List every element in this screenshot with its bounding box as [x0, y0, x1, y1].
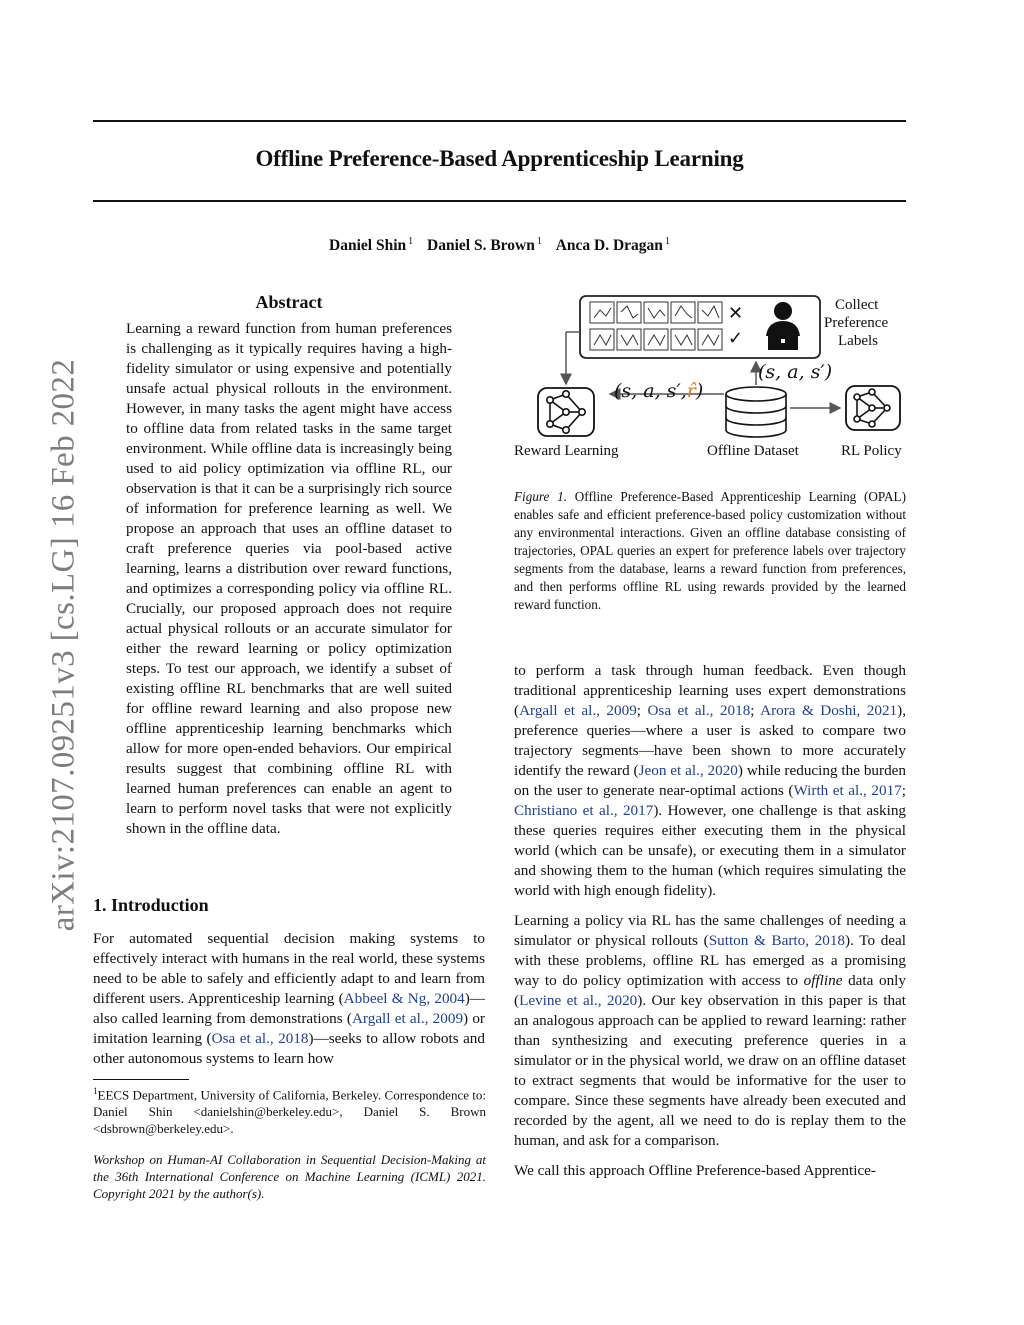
- workshop-note: Workshop on Human-AI Collaboration in Sequential Decision-Making at the 36th International Conference on Machine Learning (ICML) 2021. Copyright 2021 by the author(s).: [93, 1152, 486, 1201]
- abstract-body: [126, 319, 452, 839]
- author-name: Daniel S. Brown: [427, 237, 535, 255]
- right-column-body: [514, 661, 906, 1181]
- figure-caption-text: Offline Preference-Based Apprenticeship Learning (OPAL) enables safe and efficient preference-based policy customization without any environmental interactions. Given an offline database consisting of trajectories, OPAL queries an expert for preference labels over trajectory segments from the database, learns a reward function from preferences, and then performs offline RL using rewards provided by the learned reward function.: [514, 489, 907, 612]
- text-run: ;: [750, 702, 761, 719]
- text-run: ) or imitation learning (: [93, 1010, 485, 1047]
- database-icon: [726, 387, 786, 437]
- reward-network-icon: [538, 388, 594, 436]
- author: [427, 237, 542, 254]
- abstract-text: Learning a reward function from human preferences is challenging as it typically requires having a high-fidelity simulator or using expensive and potentially unsafe actual physical rollouts in the environment. However, in many tasks the agent might have access to offline data from related tasks in the same target environment. While offline data is increasingly being used to aid policy optimization via offline RL, our observation is that it can be a surprisingly rich source of information for preference learning as well. We propose an approach that uses an offline dataset to craft preference queries via pool-based active learning, learns a distribution over reward functions, and optimizes a corresponding policy via offline RL. Crucially, our proposed approach does not require actual physical rollouts or an accurate simulator for either the reward learning or policy optimization steps. To test our approach, we identify a subset of existing offline RL benchmarks that are well suited for offline reward learning and also propose new offline apprenticeship learning benchmarks which allow for more open-ended behaviors. Our empirical results suggest that combining offline RL with learned human preferences can enable an agent to learn to perform novel tasks that were not explicitly shown in the offline data.: [126, 320, 452, 837]
- citation-link[interactable]: Abbeel & Ng, 2004: [343, 990, 465, 1007]
- figure-label-reject: ✕: [728, 303, 744, 324]
- text-run: ), preference queries—where a user is asked to compare two trajectory segments—have been shown to more accurately identify the reward (: [514, 702, 906, 779]
- intro-paragraph: [93, 929, 485, 1069]
- footnote: [93, 1083, 486, 1137]
- figure-opal-diagram: [510, 290, 910, 470]
- figure-label-accept: ✓: [728, 328, 744, 349]
- citation-link[interactable]: Argall et al., 2009: [519, 702, 637, 719]
- abstract-heading: Abstract: [255, 292, 323, 312]
- tuple-suffix: ): [695, 380, 704, 402]
- author: [556, 237, 670, 254]
- citation-link[interactable]: Jeon et al., 2020: [638, 762, 738, 779]
- figure-caption-label: Figure 1.: [514, 489, 568, 504]
- section-heading-introduction: 1. Introduction: [93, 895, 209, 915]
- arxiv-stamp: arXiv:2107.09251v3 [cs.LG] 16 Feb 2022: [45, 358, 82, 932]
- footnote-rule: [93, 1079, 189, 1080]
- title-bottom-rule: [93, 200, 906, 202]
- citation-link[interactable]: Osa et al., 2018: [647, 702, 751, 719]
- policy-network-icon: [846, 386, 900, 430]
- emphasis: offline: [803, 972, 843, 989]
- figure-label-collect: Collect: [835, 297, 879, 313]
- trajectory-thumbnails-top: [590, 302, 722, 323]
- affiliation-mark: 1: [408, 236, 414, 247]
- trajectory-thumbnails-bottom: [590, 329, 722, 350]
- citation-link[interactable]: Arora & Doshi, 2021: [760, 702, 898, 719]
- author-name: Anca D. Dragan: [555, 237, 663, 255]
- citation-link[interactable]: Christiano et al., 2017: [514, 802, 654, 819]
- text-run: ). Our key observation in this paper is that an analogous approach can be applied to reward learning: rather than synthesizing and executing preference queries in a simulator or in the physical world, we draw on an offline dataset to extract segments that would be informative for the user to compare. Since these segments have already been executed and recorded by the agent, all we need to do is replay them to the human, and ask for a comparison.: [514, 992, 906, 1149]
- figure-tuple-query: (s, a, s′): [758, 361, 833, 383]
- text-run: to perform a task through human feedback. Even though traditional apprenticeship learning uses expert demonstrations (: [514, 662, 906, 719]
- figure-label-preference: Preference: [824, 315, 889, 331]
- text-run: For automated sequential decision making systems to effectively interact with humans in the real world, these systems need to be able to safely and efficiently adapt to and learn from different users. Apprenticeship learning (: [93, 930, 485, 1007]
- tuple-prefix: (s, a, s′,: [614, 380, 687, 402]
- citation-link[interactable]: Argall et al., 2009: [351, 1010, 464, 1027]
- citation-link[interactable]: Osa et al., 2018: [211, 1030, 309, 1047]
- top-rule: [93, 120, 906, 122]
- author-name: Daniel Shin: [329, 237, 407, 255]
- author: [329, 237, 413, 254]
- introduction-body: [93, 929, 485, 1069]
- paragraph: We call this approach Offline Preference-based Apprentice-: [514, 1162, 876, 1179]
- paragraph: [514, 661, 906, 901]
- text-run: Learning a policy via RL has the same challenges of needing a simulator or physical rollouts (: [514, 912, 906, 949]
- figure-caption: [514, 488, 906, 614]
- figure-label-rl-policy: RL Policy: [841, 443, 902, 459]
- footnote-mark: 1: [93, 1086, 98, 1096]
- figure-tuple-reward: [614, 380, 703, 402]
- citation-link[interactable]: Sutton & Barto, 2018: [708, 932, 846, 949]
- figure-label-offline-dataset: Offline Dataset: [707, 443, 799, 459]
- author-list: [93, 236, 906, 255]
- affiliation-mark: 1: [664, 236, 670, 247]
- affiliation-mark: 1: [536, 236, 542, 247]
- text-run: ). To deal with these problems, offline RL has emerged as a promising way to do policy optimization with access to: [514, 932, 906, 989]
- citation-link[interactable]: Levine et al., 2020: [519, 992, 638, 1009]
- paper-title: Offline Preference-Based Apprenticeship Learning: [255, 146, 744, 171]
- figure-label-labels: Labels: [838, 333, 878, 349]
- footnote-text: EECS Department, University of California, Berkeley. Correspondence to: Daniel Shin <danielshin@berkeley.edu>, Daniel S. Brown <dsbrown@berkeley.edu>.: [93, 1087, 486, 1137]
- text-run: ) while reducing the burden on the user to generate near-optimal actions (: [514, 762, 906, 799]
- text-run: ). However, one challenge is that asking these queries requires either executing them in the physical world (which can be unsafe), or executing them in a simulator and showing them to the human (which requires simulating the world with high enough fidelity).: [514, 802, 907, 899]
- text-run: ;: [901, 782, 906, 799]
- text-run: )—also called learning from demonstrations (: [93, 990, 485, 1027]
- text-run: )—seeks to allow robots and other autonomous systems to learn how: [93, 1030, 485, 1067]
- paragraph: [514, 911, 906, 1151]
- text-run: data only (: [514, 972, 906, 1009]
- text-run: ;: [636, 702, 648, 719]
- reward-hat-symbol: r̂: [686, 380, 696, 402]
- figure-label-reward-learning: Reward Learning: [514, 443, 619, 459]
- citation-link[interactable]: Wirth et al., 2017: [793, 782, 902, 799]
